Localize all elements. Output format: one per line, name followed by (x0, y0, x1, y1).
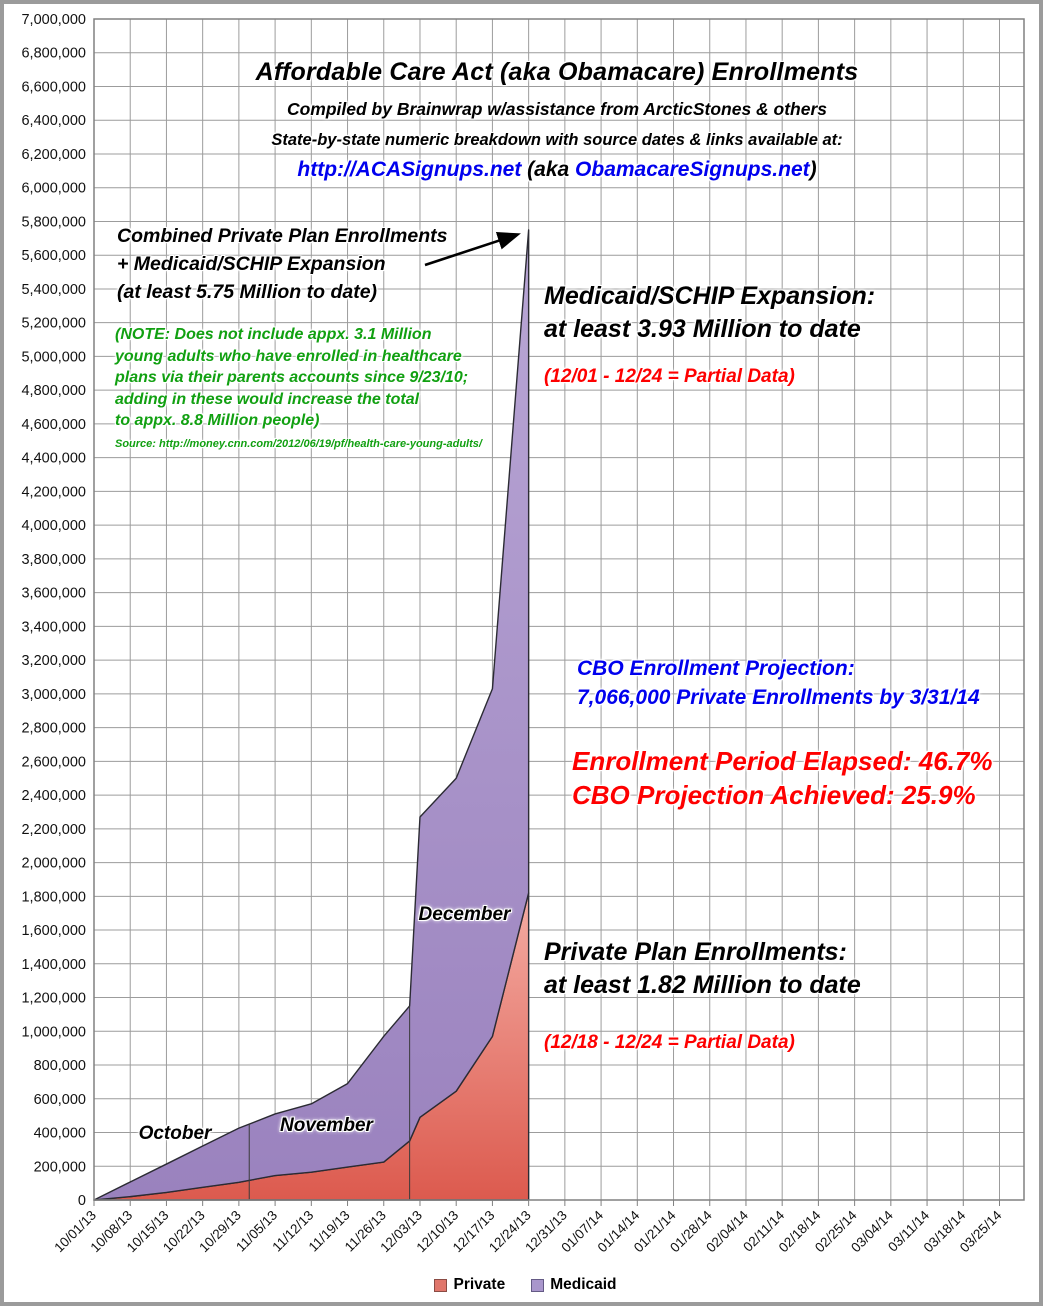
svg-text:10/08/13: 10/08/13 (87, 1207, 136, 1256)
svg-text:7,000,000: 7,000,000 (21, 12, 86, 28)
svg-text:02/25/14: 02/25/14 (811, 1207, 860, 1256)
svg-text:3,800,000: 3,800,000 (21, 551, 86, 568)
annotation-medicaid-total (544, 280, 875, 393)
svg-text:1,600,000: 1,600,000 (21, 923, 86, 940)
note-line: young adults who have enrolled in healthcare (115, 347, 462, 365)
legend (4, 1276, 1043, 1294)
svg-text:11/12/13: 11/12/13 (269, 1207, 317, 1255)
svg-text:1,800,000: 1,800,000 (21, 889, 86, 906)
svg-text:4,000,000: 4,000,000 (21, 518, 86, 535)
medicaid-swatch-icon (531, 1279, 544, 1292)
projection-achieved: CBO Projection Achieved: 25.9% (572, 780, 976, 810)
private-swatch-icon (434, 1279, 447, 1292)
svg-text:03/25/14: 03/25/14 (956, 1207, 1005, 1256)
svg-text:5,400,000: 5,400,000 (21, 281, 86, 298)
cbo-line2: 7,066,000 Private Enrollments by 3/31/14 (577, 686, 980, 709)
annotation-progress-stats (572, 744, 992, 812)
svg-text:2,400,000: 2,400,000 (21, 788, 86, 805)
title-block (94, 58, 1020, 182)
svg-text:1,200,000: 1,200,000 (21, 990, 86, 1007)
month-label-december: December (418, 904, 511, 925)
svg-text:01/21/14: 01/21/14 (630, 1207, 679, 1256)
svg-text:03/18/14: 03/18/14 (920, 1207, 969, 1256)
month-label-november: November (280, 1115, 373, 1136)
svg-text:12/31/13: 12/31/13 (522, 1207, 570, 1256)
svg-text:03/11/14: 03/11/14 (885, 1207, 933, 1255)
svg-text:02/18/14: 02/18/14 (775, 1207, 824, 1256)
period-elapsed: Enrollment Period Elapsed: 46.7% (572, 746, 993, 776)
combined-line2: + Medicaid/SCHIP Expansion (117, 253, 386, 275)
svg-text:11/05/13: 11/05/13 (233, 1207, 281, 1255)
private-partial-data: (12/18 - 12/24 = Partial Data) (544, 1032, 795, 1053)
note-source-url: Source: http://money.cnn.com/2012/06/19/pf/health-care-young-adults/ (115, 437, 482, 450)
chart-title: Affordable Care Act (aka Obamacare) Enrollments (255, 58, 859, 86)
chart-subtitle: Compiled by Brainwrap w/assistance from ArcticStones & others (286, 99, 828, 119)
svg-text:2,200,000: 2,200,000 (21, 821, 86, 838)
svg-text:200,000: 200,000 (33, 1159, 86, 1176)
annotation-young-adults-note (115, 324, 482, 455)
svg-text:2,800,000: 2,800,000 (21, 720, 86, 737)
private-line1: Private Plan Enrollments: (544, 938, 847, 966)
medicaid-line1: Medicaid/SCHIP Expansion: (544, 282, 876, 310)
combined-line3: (at least 5.75 Million to date) (117, 281, 378, 303)
svg-text:4,600,000: 4,600,000 (21, 416, 86, 433)
svg-text:4,400,000: 4,400,000 (21, 450, 86, 467)
link-close-paren: ) (809, 158, 817, 181)
note-line: adding in these would increase the total (115, 390, 420, 408)
svg-text:1,400,000: 1,400,000 (21, 956, 86, 973)
svg-text:2,000,000: 2,000,000 (21, 855, 86, 872)
svg-text:03/04/14: 03/04/14 (848, 1207, 896, 1256)
svg-text:12/03/13: 12/03/13 (377, 1207, 426, 1256)
medicaid-partial-data: (12/01 - 12/24 = Partial Data) (544, 366, 795, 387)
svg-text:0: 0 (77, 1193, 86, 1209)
svg-text:4,800,000: 4,800,000 (21, 383, 86, 400)
source-note-line: State-by-state numeric breakdown with source dates & links available at: (271, 131, 843, 149)
note-line: (NOTE: Does not include appx. 3.1 Million (115, 326, 432, 343)
svg-text:4,200,000: 4,200,000 (21, 484, 86, 501)
svg-text:11/19/13: 11/19/13 (305, 1207, 353, 1255)
legend-item-medicaid (531, 1276, 616, 1294)
svg-text:5,000,000: 5,000,000 (21, 349, 86, 366)
svg-text:11/26/13: 11/26/13 (341, 1207, 389, 1255)
private-line2: at least 1.82 Million to date (544, 971, 861, 999)
cbo-line1: CBO Enrollment Projection: (577, 657, 855, 680)
svg-text:12/10/13: 12/10/13 (413, 1207, 462, 1256)
svg-text:400,000: 400,000 (33, 1125, 86, 1142)
svg-text:01/14/14: 01/14/14 (594, 1207, 643, 1256)
annotation-private-total (544, 936, 861, 1059)
svg-text:01/28/14: 01/28/14 (667, 1207, 715, 1256)
annotation-combined-total (117, 222, 448, 306)
svg-text:10/29/13: 10/29/13 (196, 1207, 245, 1256)
svg-text:6,600,000: 6,600,000 (21, 79, 86, 96)
legend-item-private (434, 1276, 505, 1294)
svg-text:3,400,000: 3,400,000 (21, 619, 86, 636)
svg-text:12/24/13: 12/24/13 (485, 1207, 534, 1256)
svg-text:800,000: 800,000 (33, 1058, 86, 1075)
svg-text:02/04/14: 02/04/14 (703, 1207, 752, 1256)
svg-text:12/17/13: 12/17/13 (449, 1207, 498, 1256)
month-label-october: October (138, 1123, 212, 1144)
legend-label-medicaid: Medicaid (550, 1276, 617, 1293)
svg-text:3,200,000: 3,200,000 (21, 653, 86, 670)
svg-text:3,600,000: 3,600,000 (21, 585, 86, 602)
note-line: plans via their parents accounts since 9/23/10; (115, 369, 469, 386)
svg-text:02/11/14: 02/11/14 (740, 1207, 788, 1255)
medicaid-line2: at least 3.93 Million to date (544, 315, 861, 343)
legend-label-private: Private (453, 1276, 506, 1293)
svg-text:10/22/13: 10/22/13 (160, 1207, 208, 1256)
svg-text:2,600,000: 2,600,000 (21, 754, 86, 771)
annotation-cbo-projection (577, 654, 980, 712)
svg-text:6,400,000: 6,400,000 (21, 113, 86, 130)
svg-text:10/15/13: 10/15/13 (123, 1207, 172, 1256)
note-line: to appx. 8.8 Million people) (115, 412, 320, 429)
svg-text:600,000: 600,000 (33, 1091, 86, 1108)
svg-text:10/01/13: 10/01/13 (51, 1207, 100, 1256)
svg-text:5,800,000: 5,800,000 (21, 214, 86, 231)
svg-text:6,000,000: 6,000,000 (21, 180, 86, 197)
acasignups-link: http://ACASignups.net (297, 158, 522, 181)
svg-text:5,200,000: 5,200,000 (21, 315, 86, 332)
svg-text:3,000,000: 3,000,000 (21, 686, 86, 703)
svg-text:1,000,000: 1,000,000 (21, 1024, 86, 1041)
svg-text:01/07/14: 01/07/14 (558, 1207, 607, 1256)
signup-links-line (94, 158, 1020, 182)
svg-text:6,800,000: 6,800,000 (21, 45, 86, 62)
svg-text:5,600,000: 5,600,000 (21, 248, 86, 265)
combined-line1: Combined Private Plan Enrollments (117, 225, 448, 247)
link-aka-text: (aka (521, 158, 576, 181)
obamacaresignups-link: ObamacareSignups.net (575, 158, 810, 181)
svg-text:6,200,000: 6,200,000 (21, 146, 86, 163)
